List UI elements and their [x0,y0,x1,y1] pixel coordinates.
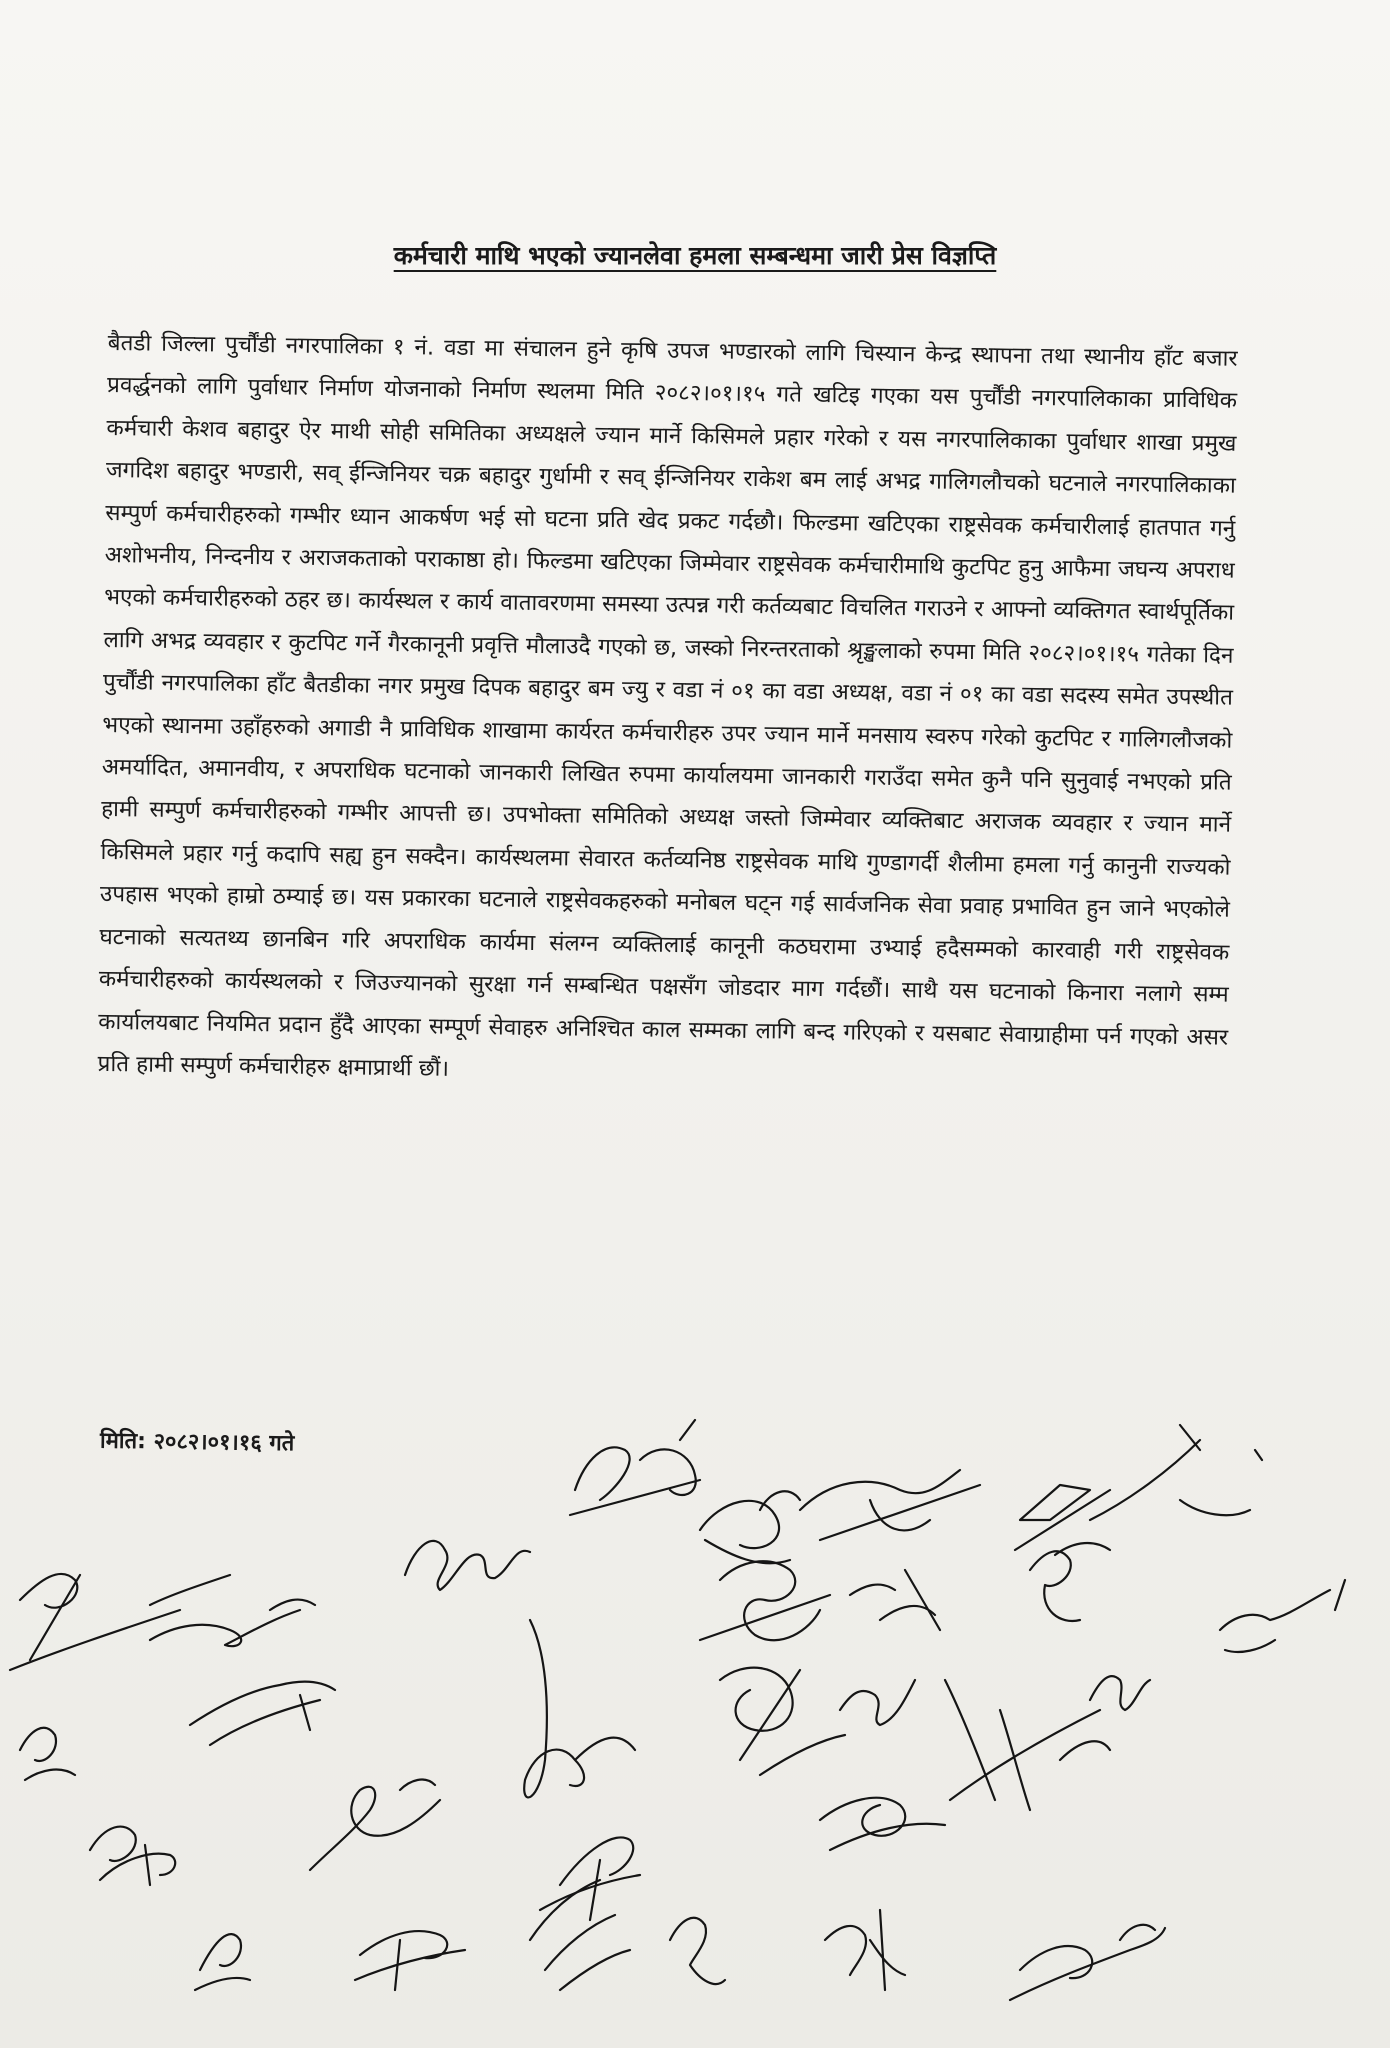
signature-20 [310,1780,440,1870]
document-title-text: कर्मचारी माथि भएको ज्यानलेवा हमला सम्बन्धमा जारी प्रेस विज्ञप्ति [393,241,997,270]
document-title [0,238,1390,272]
signature-25 [530,1880,630,1990]
signature-1 [570,1420,700,1515]
document-date: मिति: २०८२।०१।१६ गते [99,1428,295,1457]
signature-14 [720,1668,845,1775]
signature-6 [10,1574,230,1670]
signature-9 [850,1570,940,1630]
signature-26 [670,1918,725,1984]
signature-5 [1015,1425,1262,1550]
signature-19 [90,1827,175,1885]
signatures-area [0,1380,1390,2048]
signature-8 [700,1561,830,1640]
signature-24 [355,1931,465,1990]
signature-3 [700,1491,800,1563]
signature-22 [820,1798,945,1850]
signature-16 [945,1680,1110,1810]
signature-23 [195,1934,250,1990]
signature-21 [540,1837,640,1920]
document-body: बैतडी जिल्ला पुर्चौंडी नगरपालिका १ नं. वडा मा संचालन हुने कृषि उपज भण्डारको लागि चिस्यान केन्द्र स्थापना तथा स्थानीय हाँट बजार प्रवर्द्धनको लागि पुर्वाधार निर्माण योजनाको निर्माण स्थलमा मिति २०८२।०१।१५ गते खटिइ गएका यस पुर्चौंडी नगरपालिकाका प्राविधिक कर्मचारी केशव बहादुर ऐर माथी सोही समितिका अध्यक्षले ज्यान मार्ने किसिमले प्रहार गरेको र यस नगरपालिकाका पुर्वाधार शाखा प्रमुख जगदिश बहादुर भण्डारी, सव् ईन्जिनियर चक्र बहादुर गुर्धामी र सव् ईन्जिनियर राकेश बम लाई अभद्र गालिगलौचको घटनाले नगरपालिकाका सम्पुर्ण कर्मचारीहरुको गम्भीर ध्यान आकर्षण भई सो घटना प्रति खेद प्रकट गर्दछौ। फिल्डमा खटिएका राष्ट्रसेवक कर्मचारीलाई हातपात गर्नु अशोभनीय, निन्दनीय र अराजकताको पराकाष्ठा हो। फिल्डमा खटिएका जिम्मेवार राष्ट्रसेवक कर्मचारीमाथि कुटपिट हुनु आफैमा जघन्य अपराध भएको कर्मचारीहरुको ठहर छ। कार्यस्थल र कार्य वातावरणमा समस्या उत्पन्न गरी कर्तव्यबाट विचलित गराउने र आफ्नो व्यक्तिगत स्वार्थपूर्तिका लागि अभद्र व्यवहार र कुटपिट गर्ने गैरकानूनी प्रवृत्ति मौलाउदै गएको छ, जस्को निरन्तरताको श्रृङ्खलाको रुपमा मिति २०८२।०१।१५ गतेका दिन पुर्चौंडी नगरपालिका हाँट बैतडीका नगर प्रमुख दिपक बहादुर बम ज्यु र वडा नं ०१ का वडा अध्यक्ष, वडा नं ०१ का वडा सदस्य समेत उपस्थीत भएको स्थानमा उहाँहरुको अगाडी नै प्राविधिक शाखामा कार्यरत कर्मचारीहरु उपर ज्यान मार्ने मनसाय स्वरुप गरेको कुटपिट र गालिगलौजको अमर्यादित, अमानवीय, र अपराधिक घटनाको जानकारी लिखित रुपमा कार्यालयमा जानकारी गराउँदा समेत कुनै पनि सुनुवाई नभएको प्रति हामी सम्पुर्ण कर्मचारीहरुको गम्भीर आपत्ती छ। उपभोक्ता समितिको अध्यक्ष जस्तो जिम्मेवार व्यक्तिबाट अराजक व्यवहार र ज्यान मार्ने किसिमले प्रहार गर्नु कदापि सह्य हुन सक्दैन। कार्यस्थलमा सेवारत कर्तव्यनिष्ठ राष्ट्रसेवक माथि गुण्डागर्दी शैलीमा हमला गर्नु कानुनी राज्यको उपहास भएको हाम्रो ठम्याई छ। यस प्रकारका घटनाले राष्ट्रसेवकहरुको मनोबल घट्न गई सार्वजनिक सेवा प्रवाह प्रभावित हुन जाने भएकोले घटनाको सत्यतथ्य छानबिन गरि अपराधिक कार्यमा संलग्न व्यक्तिलाई कानूनी कठघरामा उभ्याई हदैसम्मको कारवाही गरी राष्ट्रसेवक कर्मचारीहरुको कार्यस्थलको र जिउज्यानको सुरक्षा गर्न सम्बन्धित पक्षसँग जोडदार माग गर्दछौं। साथै यस घटनाको किनारा नलागे सम्म कार्यालयबाट नियमित प्रदान हुँदै आएका सम्पूर्ण सेवाहरु अनिश्चित काल सम्मका लागि बन्द गरिएको र यसबाट सेवाग्राहीमा पर्न गएको असर प्रति हामी सम्पुर्ण कर्मचारीहरु क्षमाप्रार्थी छौं। [97,329,1238,1082]
signature-2 [405,1541,530,1590]
signature-10 [1030,1543,1110,1621]
signature-27 [825,1910,905,1990]
signature-28 [1010,1925,1165,2000]
signature-4 [800,1470,980,1540]
signature-7 [150,1600,315,1647]
signature-11 [1220,1580,1345,1652]
signature-13 [524,1620,635,1797]
signature-12 [190,1682,335,1745]
signature-17 [1090,1676,1150,1710]
signature-15 [840,1680,915,1725]
signature-18 [20,1728,75,1780]
